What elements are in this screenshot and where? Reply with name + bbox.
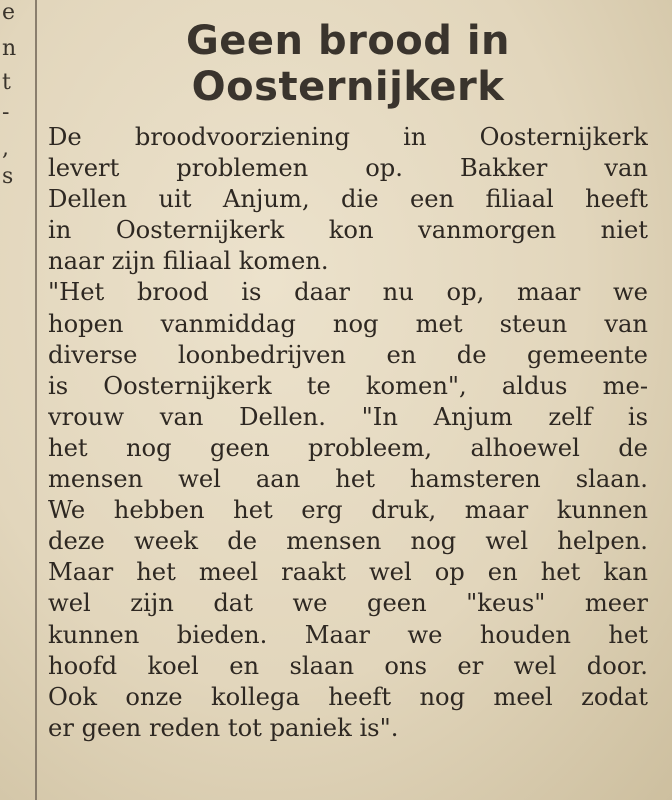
body-line: Maar het meel raakt wel op en het kan (48, 558, 648, 587)
body-line: levert problemen op. Bakker van (48, 154, 648, 183)
body-line: is Oosternijkerk te komen", aldus me- (48, 371, 648, 400)
article-headline (48, 18, 648, 110)
edge-fragment: e (2, 0, 16, 25)
body-line: "Het brood is daar nu op, maar we (48, 278, 648, 307)
body-line: het nog geen probleem, alhoewel de (48, 433, 648, 462)
column-divider (35, 0, 37, 800)
edge-fragment: , (2, 136, 9, 161)
body-line: naar zijn filiaal komen. (48, 247, 329, 276)
body-line: mensen wel aan het hamsteren slaan. (48, 465, 648, 494)
body-line: deze week de mensen nog wel helpen. (48, 527, 648, 556)
adjacent-column-fragment (0, 0, 30, 800)
body-line: kunnen bieden. Maar we houden het (48, 620, 648, 649)
body-line: vrouw van Dellen. "In Anjum zelf is (48, 402, 648, 431)
news-article (48, 18, 648, 744)
headline-line: Geen brood in (185, 18, 511, 64)
body-line: Dellen uit Anjum, die een filiaal heeft (48, 185, 648, 214)
body-line: Ook onze kollega heeft nog meel zodat (48, 682, 648, 711)
edge-fragment: - (2, 100, 10, 125)
body-line: in Oosternijkerk kon vanmorgen niet (48, 216, 648, 245)
body-line: wel zijn dat we geen "keus" meer (48, 589, 648, 618)
body-line: hopen vanmiddag nog met steun van (48, 309, 648, 338)
body-line: We hebben het erg druk, maar kunnen (48, 496, 648, 525)
headline-line: Oosternijkerk (191, 64, 505, 110)
article-body (48, 122, 648, 744)
body-line: er geen reden tot paniek is". (48, 713, 399, 742)
body-line: De broodvoorziening in Oosternijkerk (48, 123, 648, 151)
edge-fragment: t (2, 70, 11, 95)
edge-fragment: s (2, 164, 14, 189)
edge-fragment: n (2, 36, 17, 61)
body-line: hoofd koel en slaan ons er wel door. (48, 651, 648, 680)
body-line: diverse loonbedrijven en de gemeente (48, 340, 648, 369)
